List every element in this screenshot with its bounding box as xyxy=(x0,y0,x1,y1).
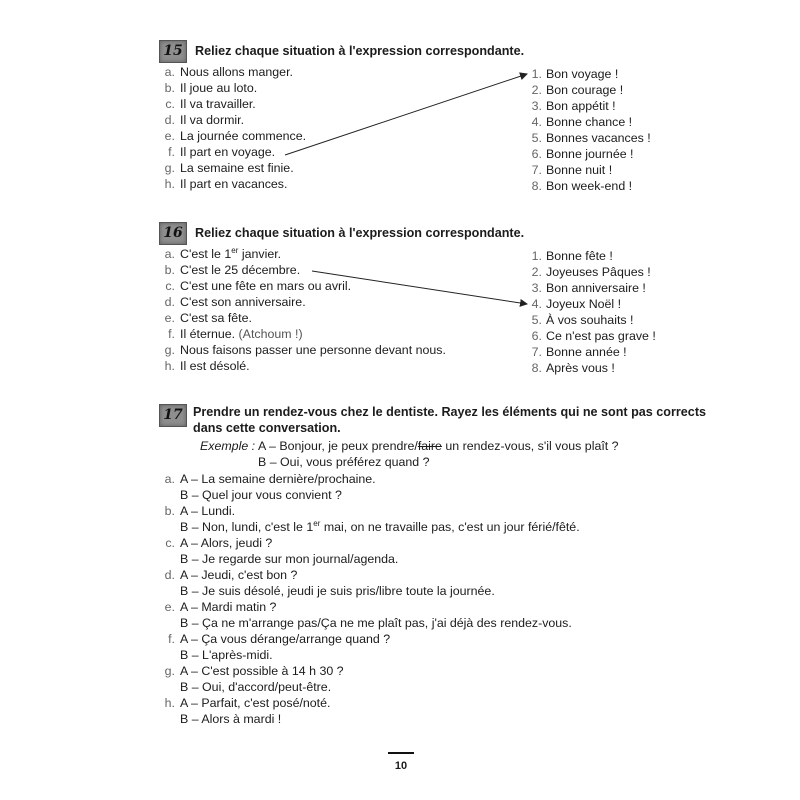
item-text-after: janvier. xyxy=(238,247,282,261)
speaker-b: B – xyxy=(180,584,203,598)
dialogue-line-b xyxy=(160,583,580,599)
line-text: Ça ne m'arrange pas/Ça ne me plaît pas, j'ai déjà des rendez-vous. xyxy=(202,616,572,630)
line-text-after: mai, on ne travaille pas, c'est un jour férié/fêté. xyxy=(320,520,580,534)
item-extra: (Atchoum !) xyxy=(235,327,303,341)
line-text: Lundi. xyxy=(201,504,236,518)
speaker-b: B – xyxy=(180,648,203,662)
item-text: C'est sa fête. xyxy=(180,311,252,325)
item-letter: a. xyxy=(164,65,175,79)
item-number: 6. xyxy=(531,147,542,161)
speaker-b: B – xyxy=(180,712,202,726)
item-text: Nous faisons passer une personne devant nous. xyxy=(180,343,446,357)
dialogue-line-b xyxy=(160,711,580,727)
speaker-a: A – xyxy=(180,536,201,550)
item-letter: g. xyxy=(164,343,175,357)
line-text: Parfait, c'est posé/noté. xyxy=(201,696,331,710)
item-number: 6. xyxy=(531,329,542,343)
item-text: Bonne fête ! xyxy=(546,249,613,263)
item-number: 1. xyxy=(531,249,542,263)
item-text: Il est désolé. xyxy=(180,359,250,373)
item-text: Bon courage ! xyxy=(546,83,624,97)
exercise-16-number-badge: 16 xyxy=(159,222,187,245)
item-text: Bonne chance ! xyxy=(546,115,633,129)
item-number: 3. xyxy=(531,281,542,295)
dialogue-line-a xyxy=(160,535,580,551)
exercise-16-title: Reliez chaque situation à l'expression correspondante. xyxy=(195,226,525,240)
item-number: 7. xyxy=(531,345,542,359)
item-text: Bon anniversaire ! xyxy=(546,281,646,295)
item-text: Il part en vacances. xyxy=(180,177,288,191)
page-number: 10 xyxy=(394,760,408,772)
item-number: 7. xyxy=(531,163,542,177)
item-text: La semaine est finie. xyxy=(180,161,294,175)
example-label: Exemple : xyxy=(200,439,256,453)
item-letter: h. xyxy=(164,359,175,373)
item-text: Bonnes vacances ! xyxy=(546,131,651,145)
exercise-17-title-line2: dans cette conversation. xyxy=(193,421,341,435)
exercise-16-example-arrow xyxy=(312,271,527,304)
example-line-b: B – Oui, vous préférez quand ? xyxy=(258,455,430,469)
item-letter: f. xyxy=(168,632,175,646)
speaker-b: B – xyxy=(180,680,203,694)
line-text: C'est possible à 14 h 30 ? xyxy=(201,664,344,678)
dialogue-line-a xyxy=(160,567,580,583)
item-letter: b. xyxy=(164,263,175,277)
item-letter: c. xyxy=(165,536,175,550)
item-text: Bon week-end ! xyxy=(546,179,633,193)
item-letter: a. xyxy=(164,247,175,261)
example-a-struck-word: faire xyxy=(417,439,442,453)
item-letter: h. xyxy=(164,177,175,191)
item-letter: d. xyxy=(164,568,175,582)
dialogue-line-b xyxy=(160,615,580,631)
exercise-17-number-badge: 17 xyxy=(159,404,187,427)
dialogue-line-a xyxy=(160,471,580,487)
speaker-a: A – xyxy=(180,664,202,678)
example-a-before: A – Bonjour, je peux prendre/ xyxy=(258,439,418,453)
item-text: Joyeuses Pâques ! xyxy=(546,265,651,279)
item-letter: c. xyxy=(165,279,175,293)
line-text: Oui, d'accord/peut-être. xyxy=(202,680,332,694)
dialogue-line-a xyxy=(160,663,580,679)
item-text: C'est son anniversaire. xyxy=(180,295,306,309)
item-text: Joyeux Noël ! xyxy=(546,297,622,311)
item-letter: b. xyxy=(164,81,175,95)
item-number: 5. xyxy=(531,313,542,327)
dialogue-line-a xyxy=(160,503,580,519)
speaker-a: A – xyxy=(180,600,202,614)
item-letter: a. xyxy=(164,472,175,486)
dialogue-line-b xyxy=(160,519,580,535)
item-text: Bonne année ! xyxy=(546,345,627,359)
page-number-rule xyxy=(388,752,414,754)
item-letter: f. xyxy=(168,327,175,341)
line-text: Mardi matin ? xyxy=(201,600,277,614)
exercise-17-title-line1: Prendre un rendez-vous chez le dentiste. Rayez les éléments qui ne sont pas corrects xyxy=(193,405,707,419)
item-text: Après vous ! xyxy=(546,361,615,375)
item-number: 5. xyxy=(531,131,542,145)
dialogue-line-a xyxy=(160,599,580,615)
speaker-b: B – xyxy=(180,488,203,502)
line-text: Alors, jeudi ? xyxy=(200,536,273,550)
dialogue-line-b xyxy=(160,679,580,695)
item-letter: d. xyxy=(164,295,175,309)
item-text: Bon appétit ! xyxy=(546,99,616,113)
exercise-17-dialogue xyxy=(160,471,580,727)
line-text: Alors à mardi ! xyxy=(201,712,282,726)
example-line-a xyxy=(258,439,619,453)
item-letter: f. xyxy=(168,145,175,159)
line-text: Jeudi, c'est bon ? xyxy=(201,568,298,582)
item-text: Il joue au loto. xyxy=(180,81,258,95)
speaker-a: A – xyxy=(180,504,202,518)
line-text: Quel jour vous convient ? xyxy=(202,488,342,502)
exercise-15-example-arrow xyxy=(285,74,527,155)
item-letter: b. xyxy=(164,504,175,518)
item-text: Bon voyage ! xyxy=(546,67,619,81)
line-text: Je regarde sur mon journal/agenda. xyxy=(202,552,399,566)
item-letter: e. xyxy=(164,600,175,614)
superscript: er xyxy=(313,518,321,528)
item-text: C'est une fête en mars ou avril. xyxy=(180,279,352,293)
item-text: Bonne nuit ! xyxy=(546,163,613,177)
item-number: 2. xyxy=(531,265,542,279)
dialogue-line-a xyxy=(160,631,580,647)
speaker-a: A – xyxy=(180,696,202,710)
item-letter: c. xyxy=(165,97,175,111)
line-text: Ça vous dérange/arrange quand ? xyxy=(201,632,391,646)
item-letter: d. xyxy=(164,113,175,127)
item-text: Nous allons manger. xyxy=(180,65,293,79)
item-letter: g. xyxy=(164,161,175,175)
exercise-15-title: Reliez chaque situation à l'expression correspondante. xyxy=(195,44,525,58)
item-text: C'est le 1 xyxy=(180,247,232,261)
superscript: er xyxy=(231,245,239,255)
item-number: 4. xyxy=(531,297,542,311)
item-letter: g. xyxy=(164,664,175,678)
item-text: C'est le 25 décembre. xyxy=(180,263,301,277)
item-letter: e. xyxy=(164,129,175,143)
dialogue-line-b xyxy=(160,487,580,503)
speaker-b: B – xyxy=(180,552,203,566)
line-text: Non, lundi, c'est le 1 xyxy=(202,520,314,534)
line-text: La semaine dernière/prochaine. xyxy=(201,472,376,486)
line-text: Je suis désolé, jeudi je suis pris/libre toute la journée. xyxy=(202,584,495,598)
item-text: La journée commence. xyxy=(180,129,307,143)
item-letter: h. xyxy=(164,696,175,710)
item-number: 2. xyxy=(531,83,542,97)
item-text: Il part en voyage. xyxy=(180,145,276,159)
item-text: Ce n'est pas grave ! xyxy=(546,329,656,343)
dialogue-line-b xyxy=(160,647,580,663)
speaker-a: A – xyxy=(180,632,202,646)
item-text: Bonne journée ! xyxy=(546,147,634,161)
example-a-after: un rendez-vous, s'il vous plaît ? xyxy=(441,439,619,453)
item-text: À vos souhaits ! xyxy=(546,313,634,327)
speaker-a: A – xyxy=(180,472,202,486)
speaker-a: A – xyxy=(180,568,202,582)
item-number: 8. xyxy=(531,361,542,375)
dialogue-line-a xyxy=(160,695,580,711)
exercise-15-number-badge: 15 xyxy=(159,40,187,63)
item-text: Il va dormir. xyxy=(180,113,245,127)
item-text: Il éternue. xyxy=(180,327,236,341)
speaker-b: B – xyxy=(180,616,203,630)
item-number: 4. xyxy=(531,115,542,129)
item-text: Il va travailler. xyxy=(180,97,256,111)
item-number: 8. xyxy=(531,179,542,193)
item-number: 1. xyxy=(531,67,542,81)
item-letter: e. xyxy=(164,311,175,325)
line-text: L'après-midi. xyxy=(202,648,273,662)
item-number: 3. xyxy=(531,99,542,113)
dialogue-line-b xyxy=(160,551,580,567)
speaker-b: B – xyxy=(180,520,203,534)
